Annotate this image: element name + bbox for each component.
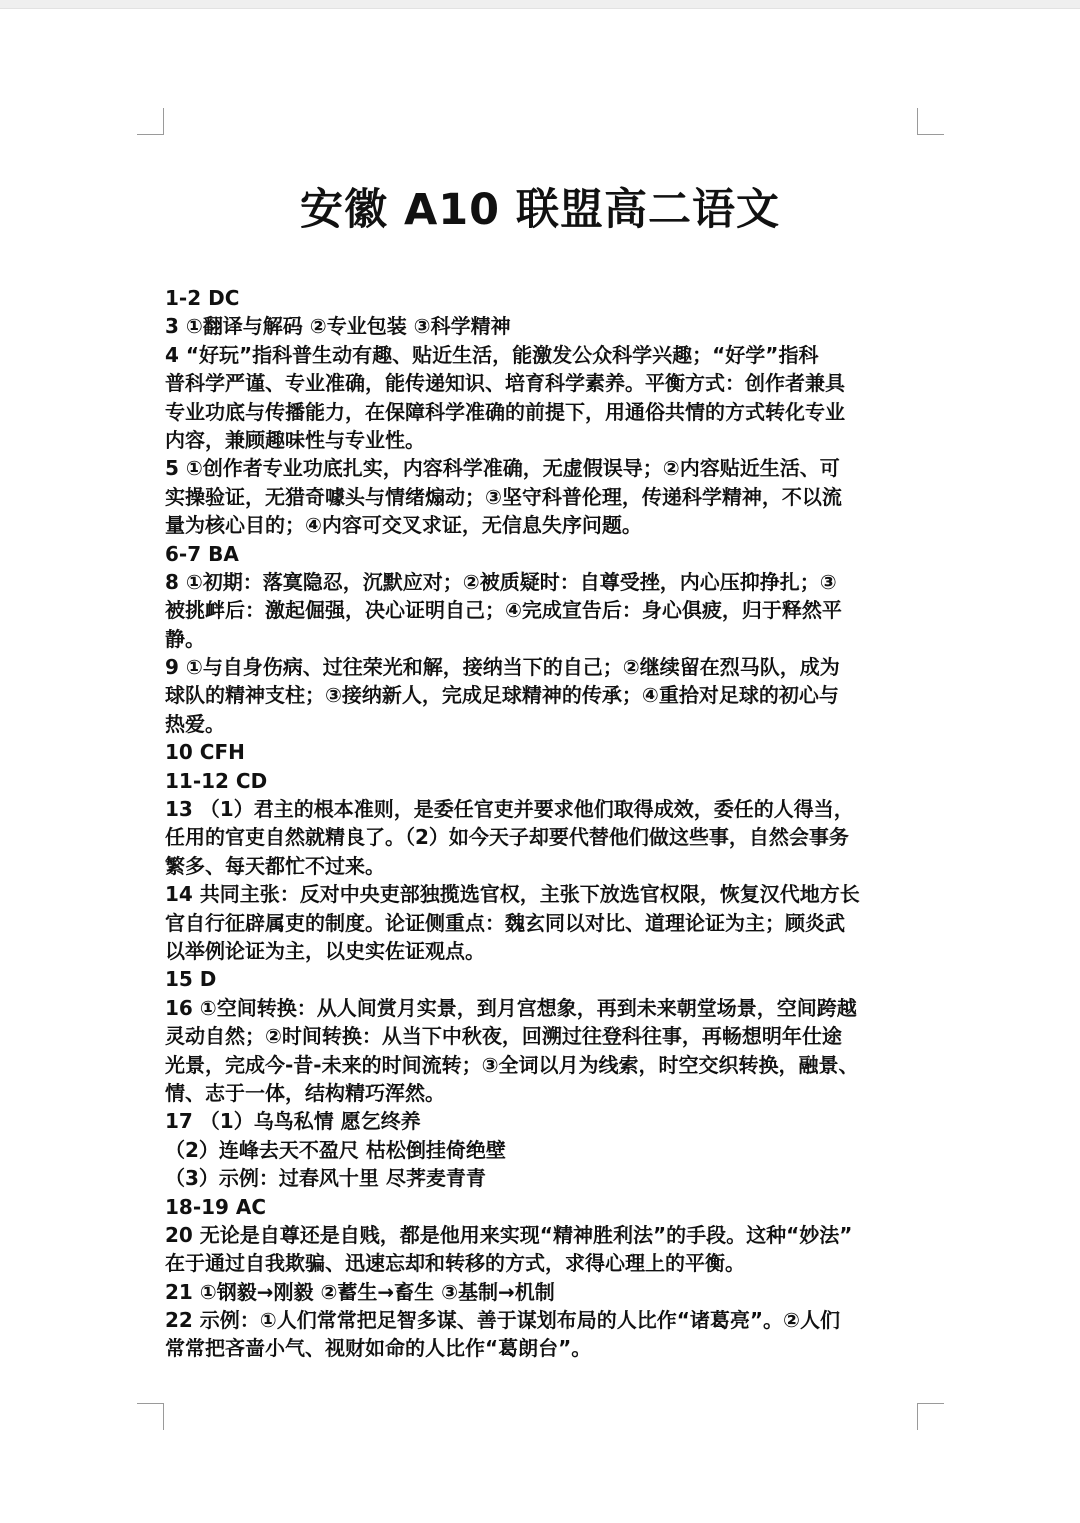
answer-line: 繁多、每天都忙不过来。 (165, 853, 385, 878)
answer-line: 灵动自然；②时间转换：从当下中秋夜，回溯过往登科往事，再畅想明年仕途 (165, 1024, 842, 1049)
answer-line: 1-2 DC (165, 286, 240, 310)
answer-line: 实操验证，无猎奇噱头与情绪煽动；③坚守科普伦理，传递科学精神，不以流 (165, 484, 842, 509)
answer-line: 13 （1）君主的根本准则，是委任官吏并要求他们取得成效，委任的人得当， (165, 797, 854, 822)
answer-line: 内容，兼顾趣味性与专业性。 (165, 427, 425, 452)
answer-line: 专业功底与传播能力，在保障科学准确的前提下，用通俗共情的方式转化专业 (165, 399, 845, 424)
answer-line: （3）示例：过春风十里 尽荠麦青青 (165, 1166, 486, 1191)
answer-line: 6-7 BA (165, 541, 239, 566)
answer-line: 3 ①翻译与解码 ②专业包装 ③科学精神 (165, 314, 511, 339)
answer-line: 4 “好玩”指科普生动有趣、贴近生活，能激发公众科学兴趣；“好学”指科 (165, 342, 819, 367)
answer-line: 14 共同主张：反对中央吏部独揽选官权，主张下放选官权限，恢复汉代地方长 (165, 882, 860, 907)
answer-line: 常常把吝啬小气、视财如命的人比作“葛朗台”。 (165, 1336, 592, 1361)
answer-line: 情、志于一体，结构精巧浑然。 (165, 1080, 445, 1105)
answer-line: 热爱。 (165, 711, 225, 736)
answer-line: 量为核心目的；④内容可交叉求证，无信息失序问题。 (165, 513, 642, 538)
crop-mark-top-right (917, 108, 944, 135)
document-title: 安徽 A10 联盟高二语文 (299, 185, 781, 235)
answer-line: 在于通过自我欺骗、迅速忘却和转移的方式，求得心理上的平衡。 (165, 1251, 745, 1276)
answer-line: 以举例论证为主，以史实佐证观点。 (165, 938, 485, 963)
answer-line: 15 D (165, 967, 217, 992)
answer-line: 17 （1）乌鸟私情 愿乞终养 (165, 1109, 421, 1134)
answer-line: 21 ①钢毅→刚毅 ②蓄生→畜生 ③基制→机制 (165, 1279, 555, 1304)
answer-line: 静。 (165, 626, 205, 651)
answer-line: 官自行征辟属吏的制度。论证侧重点：魏玄同以对比、道理论证为主；顾炎武 (165, 910, 845, 935)
answer-line: 球队的精神支柱；③接纳新人，完成足球精神的传承；④重拾对足球的初心与 (165, 683, 839, 708)
answer-line: 8 ①初期：落寞隐忍，沉默应对；②被质疑时：自尊受挫，内心压抑挣扎；③ (165, 569, 837, 594)
crop-mark-bottom-left (137, 1403, 164, 1430)
crop-mark-top-left (137, 108, 164, 135)
answer-line: （2）连峰去天不盈尺 枯松倒挂倚绝壁 (165, 1137, 506, 1162)
answer-list (165, 284, 935, 1363)
answer-line: 普科学严谨、专业准确，能传递知识、培育科学素养。平衡方式：创作者兼具 (165, 371, 845, 396)
crop-mark-bottom-right (917, 1403, 944, 1430)
answer-line: 10 CFH (165, 740, 245, 765)
answer-line: 22 示例：①人们常常把足智多谋、善于谋划布局的人比作“诸葛亮”。②人们 (165, 1308, 840, 1333)
answer-line: 9 ①与自身伤病、过往荣光和解，接纳当下的自己；②继续留在烈马队，成为 (165, 655, 840, 680)
answer-line: 20 无论是自尊还是自贱，都是他用来实现“精神胜利法”的手段。这种“妙法” (165, 1222, 853, 1247)
answer-line: 16 ①空间转换：从人间赏月实景，到月宫想象，再到未来朝堂场景，空间跨越 (165, 995, 857, 1020)
answer-line: 5 ①创作者专业功底扎实，内容科学准确，无虚假误导；②内容贴近生活、可 (165, 456, 840, 481)
viewer-top-bar (0, 0, 1080, 9)
answer-line: 18-19 AC (165, 1194, 267, 1219)
answer-line: 11-12 CD (165, 768, 268, 793)
answer-line: 光景，完成今-昔-未来的时间流转；③全词以月为线索，时空交织转换，融景、 (165, 1052, 859, 1077)
answer-line: 被挑衅后：激起倔强，决心证明自己；④完成宣告后：身心俱疲，归于释然平 (165, 598, 842, 623)
answer-line: 任用的官吏自然就精良了。（2）如今天子却要代替他们做这些事，自然会事务 (165, 825, 849, 850)
